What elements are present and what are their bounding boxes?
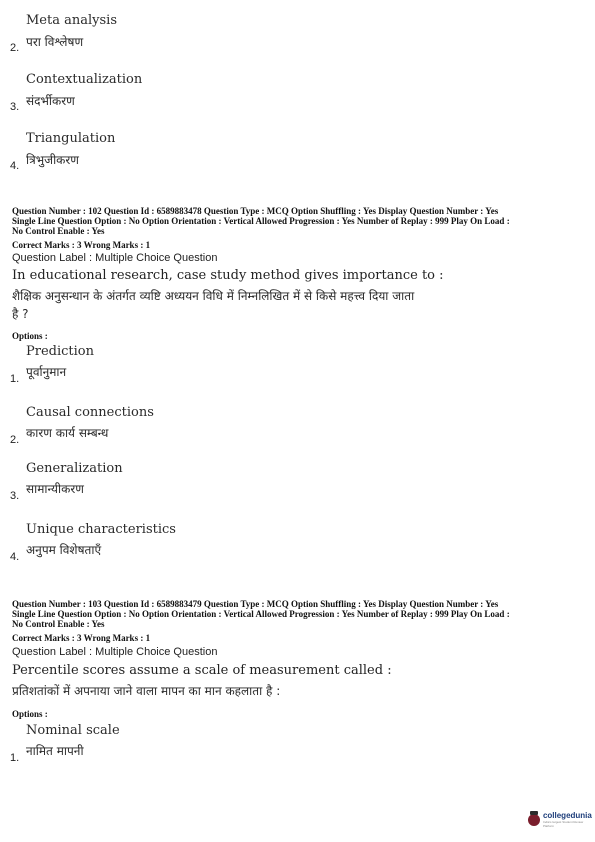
q102-question-en: In educational research, case study method gives importance to :	[12, 268, 444, 283]
q102-option-4-number: 4.	[10, 551, 20, 563]
q103-question-en: Percentile scores assume a scale of measurement called :	[12, 663, 392, 678]
collegedunia-logo	[528, 812, 595, 828]
prev-option-3-number: 3.	[10, 101, 20, 113]
prev-option-3-hi: संदर्भीकरण	[26, 94, 75, 108]
q102-option-3-en[interactable]: Generalization	[26, 461, 123, 476]
q103-meta-line-1: Question Number : 103 Question Id : 6589883479 Question Type : MCQ Option Shuffling : Yes Display Question Number : Yes	[12, 599, 499, 609]
q102-meta-line-1: Question Number : 102 Question Id : 6589883478 Question Type : MCQ Option Shuffling : Yes Display Question Number : Yes	[12, 206, 499, 216]
q102-option-4-hi[interactable]: अनुपम विशेषताएँ	[26, 543, 102, 557]
q102-question-hi-line-2: है ?	[12, 307, 29, 321]
logo-tagline: India's largest Student Review Platform	[542, 820, 584, 828]
q103-option-1-hi[interactable]: नामित मापनी	[26, 744, 84, 758]
q103-marks: Correct Marks : 3 Wrong Marks : 1	[12, 633, 151, 643]
q102-option-1-en[interactable]: Prediction	[26, 344, 94, 359]
q102-question-hi-line-1: शैक्षिक अनुसन्धान के अंतर्गत व्यष्टि अध्ययन विधि में निम्नलिखित में से किसे महत्त्व दिया जाता	[12, 289, 415, 303]
q102-meta-line-2: Single Line Question Option : No Option Orientation : Vertical Allowed Progression : Yes Number of Replay : 999 Play On Load :	[12, 216, 510, 226]
q102-option-3-number: 3.	[10, 490, 20, 502]
prev-option-2-hi: परा विश्लेषण	[26, 35, 84, 49]
q102-option-2-hi[interactable]: कारण कार्य सम्बन्ध	[26, 426, 109, 440]
q103-question-hi: प्रतिशतांकों में अपनाया जाने वाला मापन का मान कहलाता है :	[12, 684, 281, 698]
q102-label: Question Label : Multiple Choice Question	[12, 252, 218, 264]
q102-options-heading: Options :	[12, 331, 48, 341]
q103-meta-line-3: No Control Enable : Yes	[12, 619, 105, 629]
q102-option-3-hi[interactable]: सामान्यीकरण	[26, 482, 84, 496]
prev-option-3-en: Contextualization	[26, 72, 143, 87]
prev-option-4-number: 4.	[10, 160, 20, 172]
q102-option-4-en[interactable]: Unique characteristics	[26, 522, 176, 537]
prev-option-4-hi: त्रिभुजीकरण	[26, 153, 79, 167]
graduation-cap-icon	[528, 814, 540, 826]
q102-marks: Correct Marks : 3 Wrong Marks : 1	[12, 240, 151, 250]
q102-option-1-number: 1.	[10, 373, 20, 385]
q102-option-1-hi[interactable]: पूर्वानुमान	[26, 365, 67, 379]
q102-option-2-number: 2.	[10, 434, 20, 446]
q102-option-2-en[interactable]: Causal connections	[26, 405, 154, 420]
q102-meta-line-3: No Control Enable : Yes	[12, 226, 105, 236]
q103-meta-line-2: Single Line Question Option : No Option Orientation : Vertical Allowed Progression : Yes Number of Replay : 999 Play On Load :	[12, 609, 510, 619]
q103-label: Question Label : Multiple Choice Question	[12, 646, 218, 658]
prev-option-4-en: Triangulation	[26, 131, 116, 146]
q103-options-heading: Options :	[12, 709, 48, 719]
prev-option-2-en: Meta analysis	[26, 13, 117, 28]
prev-option-2-number: 2.	[10, 42, 20, 54]
q103-option-1-en[interactable]: Nominal scale	[26, 723, 120, 738]
logo-name: collegedunia	[542, 811, 592, 820]
q103-option-1-number: 1.	[10, 752, 20, 764]
